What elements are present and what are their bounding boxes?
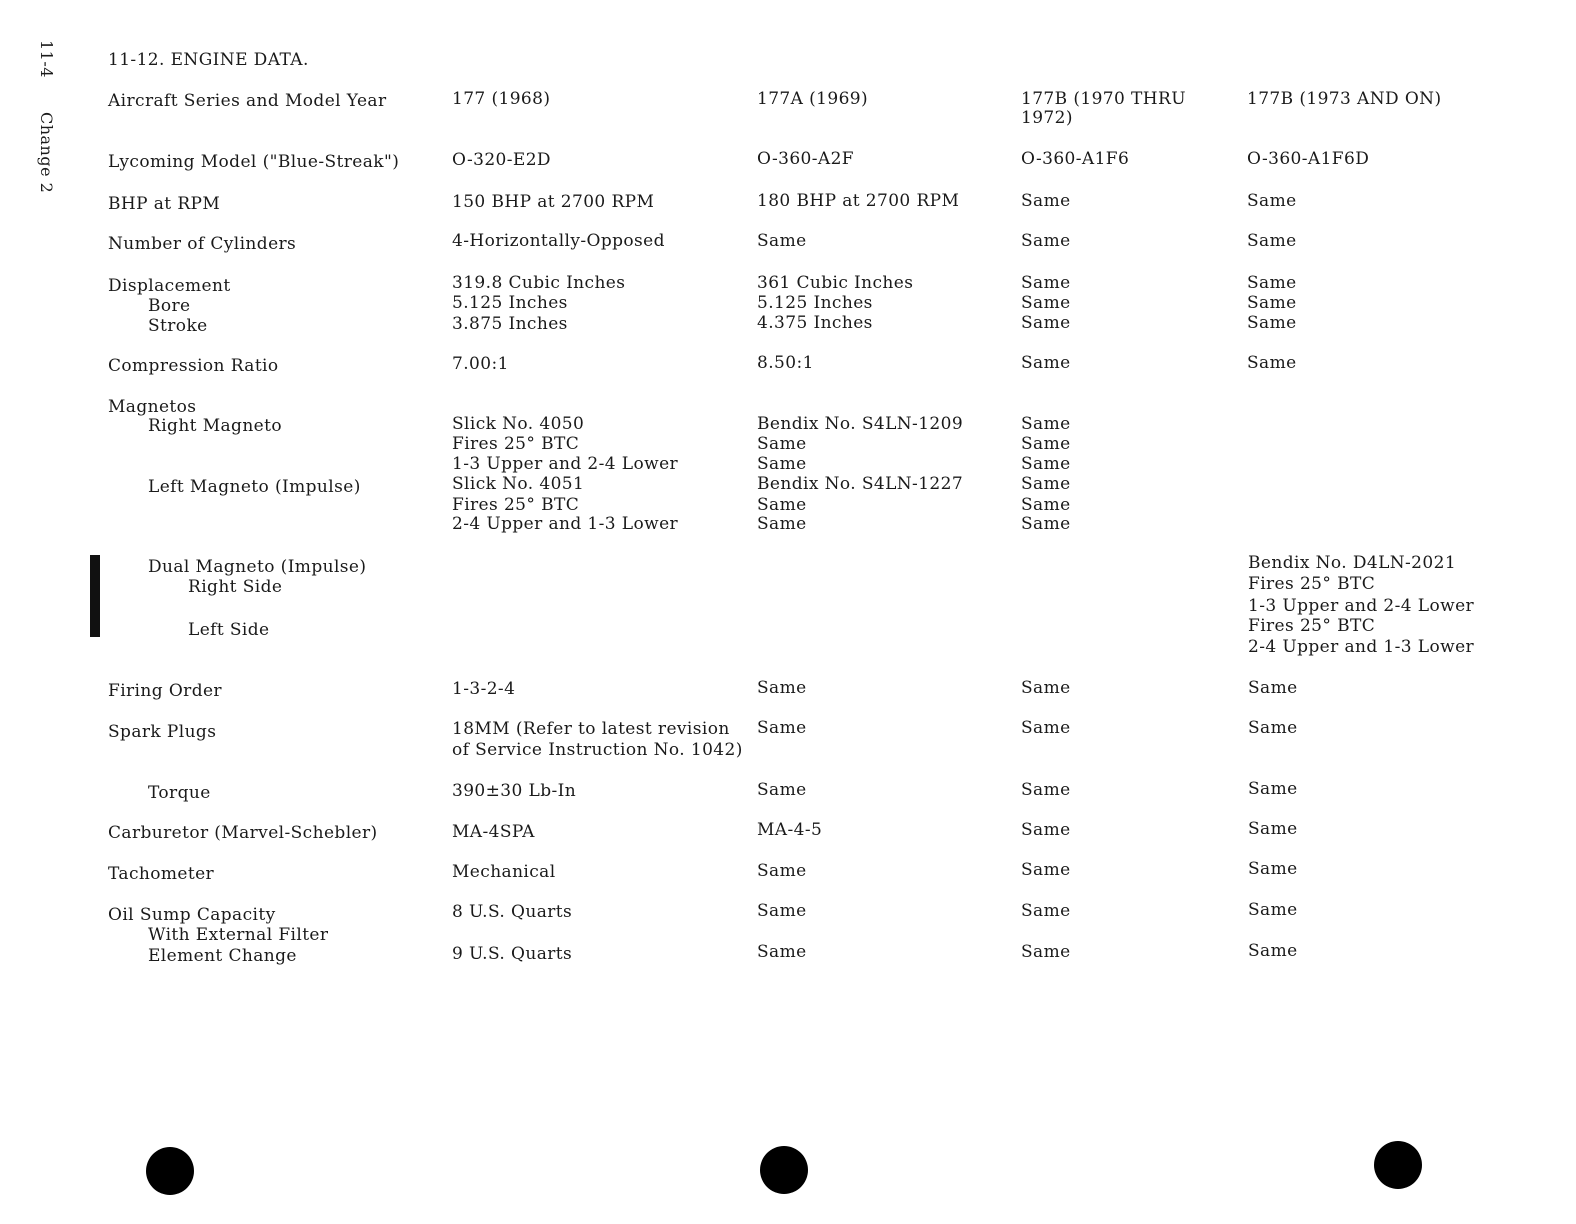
cell-177: 1-3-2-4 bbox=[452, 679, 516, 699]
cell-177a: Same bbox=[757, 780, 807, 800]
cell-177a: MA-4-5 bbox=[757, 820, 823, 840]
cell-177: 5.125 Inches bbox=[452, 293, 568, 313]
cell-177b-1970: Same bbox=[1021, 191, 1071, 211]
cell-177: 150 BHP at 2700 RPM bbox=[452, 192, 655, 212]
cell-177-cont: of Service Instruction No. 1042) bbox=[452, 740, 743, 760]
cell-177b-1973: Same bbox=[1248, 900, 1298, 920]
cell-177a: 4.375 Inches bbox=[757, 313, 873, 333]
row-label: Right Magneto bbox=[148, 416, 283, 436]
cell-177: Fires 25° BTC bbox=[452, 495, 580, 515]
cell-177b-1970: Same bbox=[1021, 474, 1071, 494]
cell-177a: Same bbox=[757, 495, 807, 515]
cell-177b-1973: Fires 25° BTC bbox=[1248, 574, 1376, 594]
row-label: Spark Plugs bbox=[108, 722, 217, 742]
row-label: Carburetor (Marvel-Schebler) bbox=[108, 823, 378, 843]
cell-177b-1973: Bendix No. D4LN-2021 bbox=[1248, 553, 1457, 573]
row-label: Left Magneto (Impulse) bbox=[148, 477, 361, 497]
cell-177a: Same bbox=[757, 678, 807, 698]
cell-177a: 8.50:1 bbox=[757, 353, 814, 373]
row-label: Magnetos bbox=[108, 397, 197, 417]
section-title: 11-12. ENGINE DATA. bbox=[108, 50, 309, 70]
cell-177b-1970: O-360-A1F6 bbox=[1021, 149, 1130, 169]
row-label: Displacement bbox=[108, 276, 231, 296]
side-margin-label bbox=[37, 40, 56, 193]
cell-177b-1973: Same bbox=[1247, 293, 1297, 313]
cell-177a: Same bbox=[757, 514, 807, 534]
cell-177b-1973: Fires 25° BTC bbox=[1248, 616, 1376, 636]
cell-177b-1973: Same bbox=[1248, 779, 1298, 799]
cell-177a: Bendix No. S4LN-1227 bbox=[757, 474, 964, 494]
row-label: Number of Cylinders bbox=[108, 234, 297, 254]
cell-177: 9 U.S. Quarts bbox=[452, 944, 573, 964]
cell-177: MA-4SPA bbox=[452, 822, 535, 842]
binder-hole-right bbox=[1374, 1141, 1422, 1189]
cell-177b-1973: 177B (1973 AND ON) bbox=[1247, 89, 1442, 109]
row-label: With External Filter bbox=[148, 925, 329, 945]
cell-177b-1970: Same bbox=[1021, 901, 1071, 921]
cell-177: 319.8 Cubic Inches bbox=[452, 273, 626, 293]
cell-177: Fires 25° BTC bbox=[452, 434, 580, 454]
page-number: 11-4 bbox=[37, 40, 56, 78]
row-label: BHP at RPM bbox=[108, 194, 221, 214]
cell-177b-1970: Same bbox=[1021, 313, 1071, 333]
change-bar bbox=[90, 555, 100, 637]
binder-hole-left bbox=[146, 1147, 194, 1195]
cell-177b-1973: O-360-A1F6D bbox=[1247, 149, 1370, 169]
cell-177b-1973: Same bbox=[1248, 941, 1298, 961]
row-label: Compression Ratio bbox=[108, 356, 279, 376]
cell-177b-1973: Same bbox=[1247, 231, 1297, 251]
change-number: Change 2 bbox=[37, 111, 56, 194]
cell-177b-1970: Same bbox=[1021, 942, 1071, 962]
cell-177: 1-3 Upper and 2-4 Lower bbox=[452, 454, 679, 474]
cell-177b-1970: Same bbox=[1021, 454, 1071, 474]
cell-177b-1970: Same bbox=[1021, 678, 1071, 698]
cell-177b-1973: Same bbox=[1248, 678, 1298, 698]
cell-177b-1970: Same bbox=[1021, 353, 1071, 373]
cell-177a: 5.125 Inches bbox=[757, 293, 873, 313]
cell-177b-1970: Same bbox=[1021, 293, 1071, 313]
cell-177b-1973: Same bbox=[1247, 191, 1297, 211]
cell-177: Slick No. 4051 bbox=[452, 474, 585, 494]
cell-177b-1973: 1-3 Upper and 2-4 Lower bbox=[1248, 596, 1475, 616]
row-label: Oil Sump Capacity bbox=[108, 905, 276, 925]
cell-177b-1970: Same bbox=[1021, 495, 1071, 515]
cell-177b-1970: Same bbox=[1021, 273, 1071, 293]
cell-177b-1973: Same bbox=[1248, 819, 1298, 839]
cell-177b-1970: Same bbox=[1021, 718, 1071, 738]
cell-177a: Same bbox=[757, 718, 807, 738]
cell-177: O-320-E2D bbox=[452, 150, 551, 170]
cell-177a: O-360-A2F bbox=[757, 149, 854, 169]
cell-177: Mechanical bbox=[452, 862, 556, 882]
cell-177: 8 U.S. Quarts bbox=[452, 902, 573, 922]
cell-177a: Same bbox=[757, 434, 807, 454]
cell-177a: Same bbox=[757, 901, 807, 921]
cell-177b-1973: Same bbox=[1248, 859, 1298, 879]
row-label: Firing Order bbox=[108, 681, 222, 701]
cell-177b-1970: Same bbox=[1021, 231, 1071, 251]
row-label: Aircraft Series and Model Year bbox=[108, 91, 387, 111]
cell-177a: 177A (1969) bbox=[757, 89, 869, 109]
cell-177b-1970-cont: 1972) bbox=[1021, 108, 1073, 128]
cell-177: 7.00:1 bbox=[452, 354, 509, 374]
cell-177a: Bendix No. S4LN-1209 bbox=[757, 414, 964, 434]
cell-177b-1973: 2-4 Upper and 1-3 Lower bbox=[1248, 637, 1475, 657]
cell-177a: Same bbox=[757, 861, 807, 881]
row-label: Stroke bbox=[148, 316, 208, 336]
cell-177a: 180 BHP at 2700 RPM bbox=[757, 191, 960, 211]
cell-177b-1970: 177B (1970 THRU bbox=[1021, 89, 1186, 109]
cell-177b-1970: Same bbox=[1021, 820, 1071, 840]
cell-177b-1970: Same bbox=[1021, 414, 1071, 434]
cell-177b-1973: Same bbox=[1247, 353, 1297, 373]
cell-177: 4-Horizontally-Opposed bbox=[452, 231, 665, 251]
cell-177: 2-4 Upper and 1-3 Lower bbox=[452, 514, 679, 534]
cell-177a: Same bbox=[757, 231, 807, 251]
row-label: Right Side bbox=[188, 577, 283, 597]
cell-177a: Same bbox=[757, 454, 807, 474]
cell-177b-1973: Same bbox=[1248, 718, 1298, 738]
cell-177: 177 (1968) bbox=[452, 89, 551, 109]
cell-177b-1970: Same bbox=[1021, 860, 1071, 880]
row-label: Lycoming Model ("Blue-Streak") bbox=[108, 152, 400, 172]
cell-177: 390±30 Lb-In bbox=[452, 781, 577, 801]
cell-177b-1970: Same bbox=[1021, 780, 1071, 800]
cell-177: 18MM (Refer to latest revision bbox=[452, 719, 730, 739]
row-label: Dual Magneto (Impulse) bbox=[148, 557, 367, 577]
cell-177b-1973: Same bbox=[1247, 313, 1297, 333]
cell-177b-1970: Same bbox=[1021, 434, 1071, 454]
row-label: Left Side bbox=[188, 620, 270, 640]
row-label: Element Change bbox=[148, 946, 297, 966]
cell-177a: 361 Cubic Inches bbox=[757, 273, 914, 293]
row-label: Torque bbox=[148, 783, 211, 803]
cell-177: 3.875 Inches bbox=[452, 314, 568, 334]
row-label: Tachometer bbox=[108, 864, 215, 884]
row-label: Bore bbox=[148, 296, 191, 316]
cell-177b-1973: Same bbox=[1247, 273, 1297, 293]
cell-177: Slick No. 4050 bbox=[452, 414, 585, 434]
cell-177a: Same bbox=[757, 942, 807, 962]
cell-177b-1970: Same bbox=[1021, 514, 1071, 534]
binder-hole-center bbox=[760, 1146, 808, 1194]
